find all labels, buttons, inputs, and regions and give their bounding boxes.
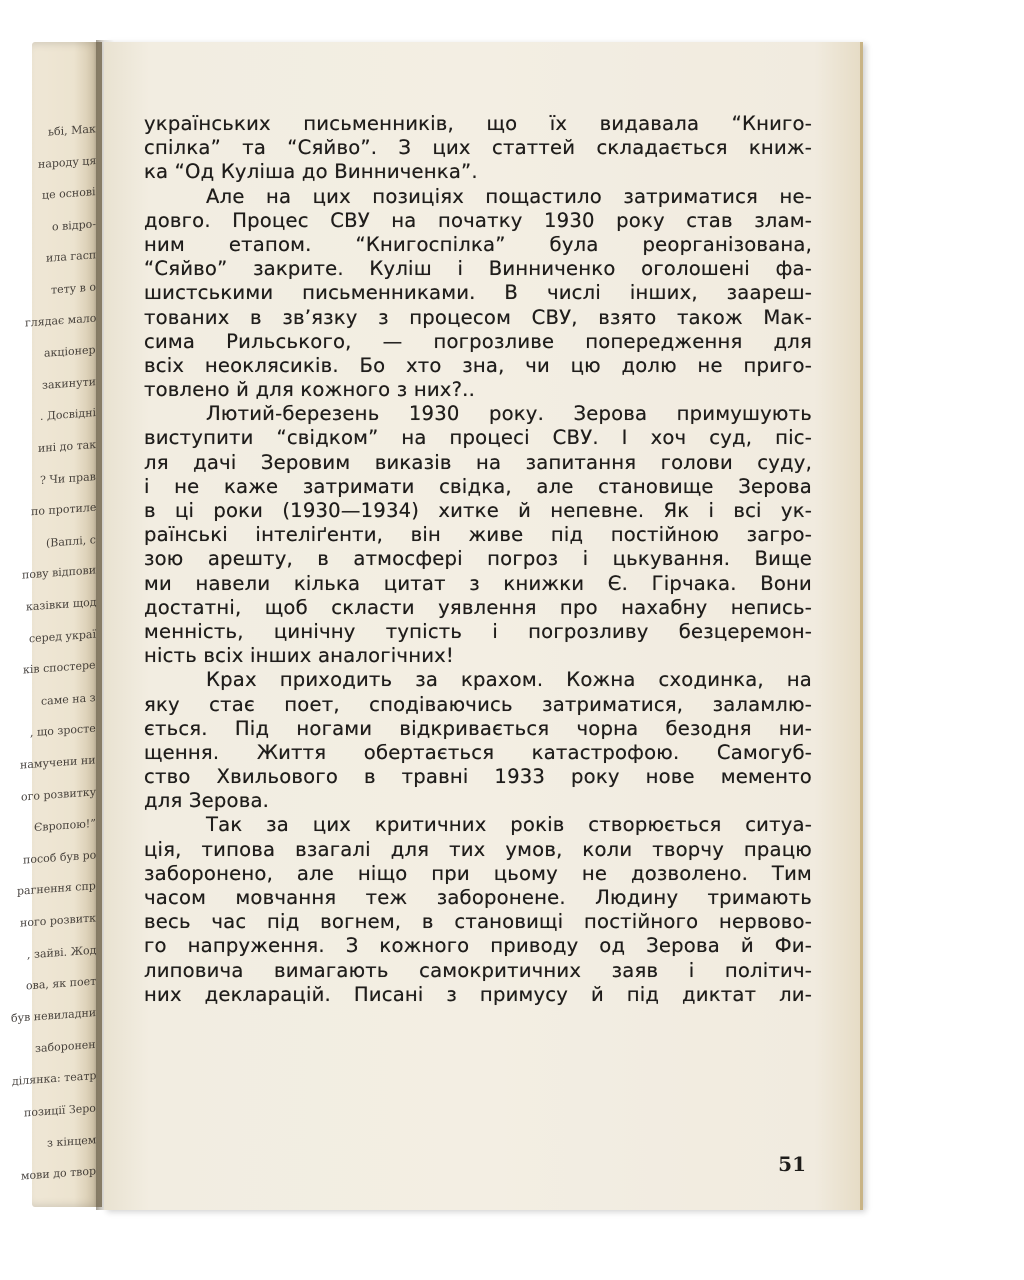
left-page-fragment: саме на з <box>41 690 96 708</box>
left-page-fragment: . Досвідні <box>39 406 96 424</box>
page-number: 51 <box>778 1152 806 1176</box>
left-page-fragment: це основі <box>42 185 96 203</box>
left-page-fragment: народу ця <box>37 153 96 171</box>
left-page-fragment: о відро- <box>52 217 96 234</box>
left-page-text-fragments <box>10 42 102 1207</box>
text-line: Лютий-березень 1930 року. Зерова примушують <box>206 402 812 426</box>
left-page-fragment: позиції Зеро <box>24 1101 96 1120</box>
left-page-fragment: (Ваплі, с <box>46 533 96 550</box>
left-page-fragment: Європою!” <box>34 817 96 835</box>
text-line: товлено й для кожного з них?.. <box>144 378 476 402</box>
text-line: ство Хвильового в травні 1933 року нове мементо <box>144 765 812 789</box>
left-page-fragment: акціонер <box>44 343 96 360</box>
text-line: і не каже затримати свідка, але становище Зерова <box>144 474 812 498</box>
left-page-fragment: ного розвитк <box>20 911 96 930</box>
left-page <box>10 42 102 1207</box>
left-page-fragment: , зайві. Жод <box>26 943 96 962</box>
left-page-fragment: ? Чи прав <box>40 469 96 487</box>
left-page-fragment: намучени ни <box>20 753 96 772</box>
left-page-fragment: ова, як поет <box>25 974 96 993</box>
text-line: го напруження. З кожного приводу од Зерова й Фи- <box>144 934 812 958</box>
left-page-fragment: глядає мало <box>24 311 96 330</box>
text-line: Але на цих позиціях пощастило затриматися не- <box>206 184 812 208</box>
left-page-fragment: пову відпови <box>21 563 96 582</box>
text-line: ція, типова взагалі для тих умов, коли творчу працю <box>144 837 812 861</box>
text-line: ка “Од Куліша до Винниченка”. <box>144 160 478 184</box>
left-page-fragment: рагнення спр <box>17 879 96 899</box>
text-line: достатні, щоб скласти уявлення про нахабну непись- <box>144 595 812 619</box>
text-line: ність всіх інших аналогічних! <box>144 644 454 668</box>
text-line: липовича вимагають самокритичних заяв і політич- <box>144 958 812 982</box>
text-line: українських письменників, що їх видавала “Книго- <box>144 112 812 135</box>
left-page-fragment: серед украї <box>29 627 96 645</box>
text-line: всіх неоклясиків. Бо хто зна, чи цю долю не приго- <box>144 353 812 377</box>
left-page-fragment: казівки щод <box>25 595 96 614</box>
left-page-fragment: пособ був ро <box>22 848 96 867</box>
left-page-fragment: мови до твор <box>20 1164 96 1183</box>
text-line: “Сяйво” закрите. Куліш і Винниченко оголошені фа- <box>144 257 812 281</box>
text-line: Так за цих критичних років створюється ситуа- <box>206 813 812 837</box>
left-page-fragment: був невиладни <box>10 1005 96 1025</box>
text-line: заборонено, але ніщо при цьому не дозволено. Тим <box>144 861 812 885</box>
text-line: весь час під вогнем, в становищі постійного нервово- <box>144 910 812 934</box>
left-page-fragment: ьбі, Мак <box>48 122 96 139</box>
text-line: щення. Життя обертається катастрофою. Самогуб- <box>144 740 812 764</box>
left-page-fragment: ділянка: театр <box>11 1069 96 1088</box>
left-page-fragment: , що зросте <box>30 722 96 740</box>
text-line: ним етапом. “Книгоспілка” була реорганізована, <box>144 232 812 256</box>
text-line: них декларацій. Писані з примусу й під диктат ли- <box>144 982 812 1006</box>
left-page-fragment: по протиле <box>30 500 96 519</box>
right-page <box>104 42 863 1210</box>
text-line: довго. Процес СВУ на початку 1930 року став злам- <box>144 208 812 232</box>
left-page-fragment: тету в о <box>51 280 96 297</box>
text-line: виступити “свідком” на процесі СВУ. І хоч суд, піс- <box>144 426 812 450</box>
left-page-fragment: закинути <box>42 374 96 392</box>
left-page-fragment: ила гасп <box>45 248 96 266</box>
text-line: ля дачі Зеровим виказів на запитання голови суду, <box>144 450 812 474</box>
text-line: ється. Під ногами відкривається чорна безодня ни- <box>144 716 812 740</box>
text-line: зою арешту, в атмосфері погроз і цькування. Вище <box>144 547 812 571</box>
text-line: менність, цинічну тупість і погрозливу безцеремон- <box>144 619 812 643</box>
text-line: тованих в зв’язку з процесом СВУ, взято також Мак- <box>144 305 812 329</box>
text-line: раїнські інтеліґенти, він живе під постійною загро- <box>144 523 812 547</box>
text-line: спілка” та “Сяйво”. З цих статтей складається книж- <box>144 136 812 160</box>
text-line: в ці роки (1930—1934) хитке й непевне. Як і всі ук- <box>144 499 812 522</box>
left-page-fragment: заборонен <box>35 1038 96 1056</box>
text-line: часом мовчання теж заборонене. Людину тримають <box>144 886 812 909</box>
text-line: шистськими письменниками. В числі інших, заареш- <box>144 281 812 305</box>
left-page-fragment: ого розвитку <box>20 784 96 804</box>
text-line: ми навели кілька цитат з книжки Є. Гірчака. Вони <box>144 571 812 595</box>
text-line: Крах приходить за крахом. Кожна сходинка, на <box>206 668 812 692</box>
left-page-fragment: ків спостере <box>23 658 96 677</box>
left-page-fragment: з кінцем <box>46 1133 96 1150</box>
text-line: сима Рильського, — погрозливе попередження для <box>144 329 812 353</box>
left-page-fragment: ині до так <box>37 437 96 456</box>
page-body-text <box>144 112 812 1007</box>
text-line: яку стає поет, сподіваючись затриматися, заламлю- <box>144 692 812 716</box>
text-line: для Зерова. <box>144 789 270 813</box>
